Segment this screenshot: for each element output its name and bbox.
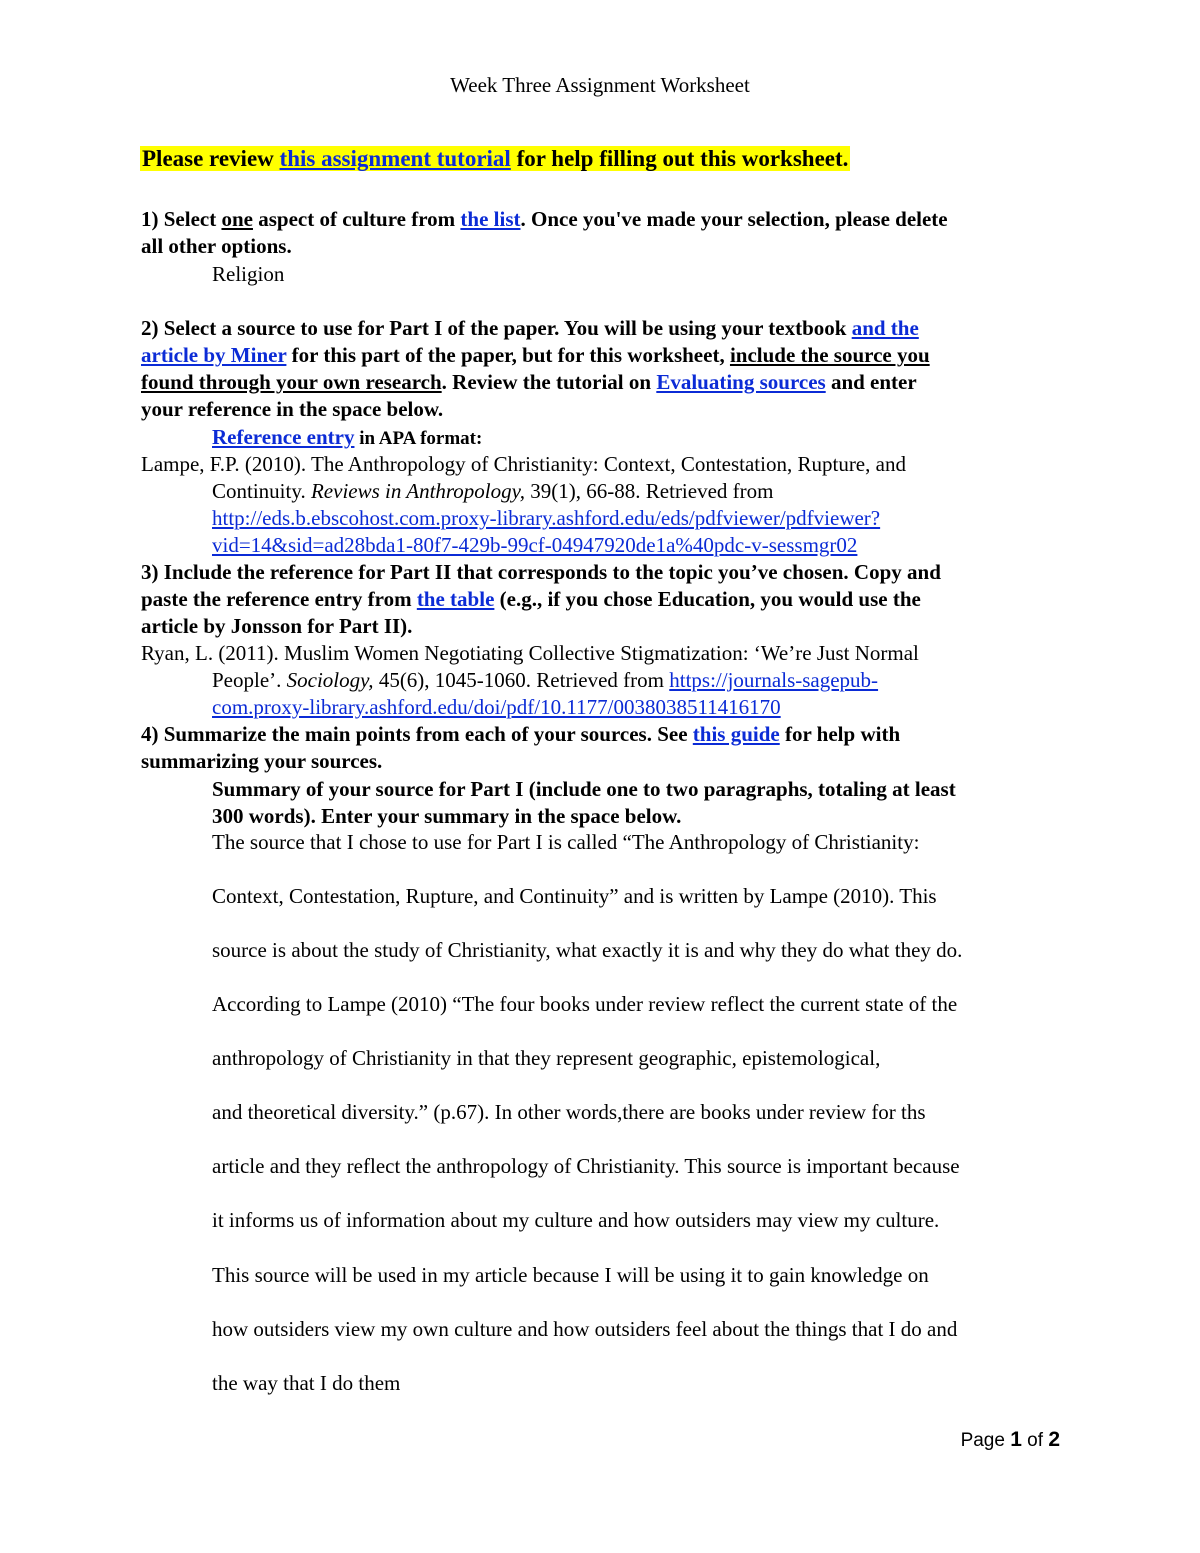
reference-table-link[interactable]: the table [416,587,495,611]
question-2-line-2 [141,342,930,369]
question-2-line-4: your reference in the space below. [141,397,444,421]
summary-line: According to Lampe (2010) “The four books under review reflect the current state of the [212,992,958,1016]
summary-guide-link[interactable]: this guide [692,722,780,746]
banner-pre: Please review [142,146,280,171]
summary-line: how outsiders view my own culture and how outsiders feel about the things that I do and [212,1317,958,1341]
miner-article-link[interactable]: and the [851,316,919,340]
evaluating-sources-link[interactable]: Evaluating sources [656,370,826,394]
part2-reference-url[interactable]: https://journals-sagepub- [669,668,879,692]
question-3-line-1: 3) Include the reference for Part II that corresponds to the topic you’ve chosen. Copy and [141,560,941,584]
of-word: of [1021,1430,1049,1451]
part2-reference-url[interactable]: com.proxy-library.ashford.edu/doi/pdf/10.1177/0038038511416170 [212,695,781,719]
q2-text: . Review the tutorial on [441,370,657,394]
q2-text: and enter [825,370,917,394]
q2-underlined: include the source you [729,343,930,367]
reference-heading-text: in APA format: [354,428,483,449]
ref-text: 39(1), 66-88. Retrieved from [525,479,774,503]
q2-text: for this part of the paper, but for this worksheet, [286,343,730,367]
part1-reference-url-1[interactable]: http://eds.b.ebscohost.com.proxy-library.ashford.edu/eds/pdfviewer/pdfviewer? [212,506,881,530]
q1-text: . Once you've made your selection, please delete [520,207,948,231]
page-word: Page [960,1430,1011,1451]
ref-text: 45(6), 1045-1060. Retrieved from [373,668,670,692]
document-title: Week Three Assignment Worksheet [450,73,750,97]
miner-article-link[interactable]: article by Miner [141,343,287,367]
question-1-line-2: all other options. [141,234,292,258]
q4-text: for help with [779,722,901,746]
summary-line: and theoretical diversity.” (p.67). In other words,there are books under review for ths [212,1100,926,1124]
summary-line: Context, Contestation, Rupture, and Continuity” and is written by Lampe (2010). This [212,884,937,908]
summary-line: The source that I chose to use for Part I is called “The Anthropology of Christianity: [212,830,920,854]
q1-text: aspect of culture from [252,207,461,231]
page-number-footer [961,1428,1060,1452]
reference-entry-link[interactable]: Reference entry [212,425,355,449]
question-2-line-1 [141,315,919,342]
summary-line: article and they reflect the anthropology of Christianity. This source is important because [212,1154,960,1178]
journal-name: Reviews in Anthropology, [310,479,526,503]
q4-text: 4) Summarize the main points from each of your sources. See [141,722,693,746]
part2-reference-line-2 [212,667,878,694]
q3-text: (e.g., if you chose Education, you would use the [494,587,921,611]
total-pages: 2 [1048,1428,1060,1451]
culture-list-link[interactable]: the list [460,207,521,231]
q1-answer: Religion [212,262,285,286]
q1-one: one [221,207,253,231]
question-3-line-3: article by Jonsson for Part II). [141,614,413,638]
part2-reference-line-1: Ryan, L. (2011). Muslim Women Negotiating Collective Stigmatization: ‘We’re Just Normal [141,641,919,665]
q2-underlined: found through your own research [141,370,442,394]
part1-reference-line-2 [212,478,773,505]
assignment-tutorial-link[interactable]: this assignment tutorial [279,146,511,171]
question-2-line-3 [141,369,917,396]
ref-text: Continuity. [212,479,311,503]
summary-line: it informs us of information about my culture and how outsiders may view my culture. [212,1208,940,1232]
summary-instructions-line-2: 300 words). Enter your summary in the space below. [212,804,682,828]
ref-text: People’. [212,668,287,692]
q2-text: 2) Select a source to use for Part I of the paper. You will be using your textbook [141,316,852,340]
question-3-line-2 [141,586,921,613]
summary-line: anthropology of Christianity in that they represent geographic, epistemological, [212,1046,881,1070]
q3-text: paste the reference entry from [141,587,417,611]
question-4-line-1 [141,721,900,748]
banner-post: for help filling out this worksheet. [510,146,849,171]
summary-instructions-line-1: Summary of your source for Part I (include one to two paragraphs, totaling at least [212,777,956,801]
summary-line: the way that I do them [212,1371,401,1395]
tutorial-banner [140,144,850,174]
part1-reference-line-1: Lampe, F.P. (2010). The Anthropology of Christianity: Context, Contestation, Rupture, and [141,452,906,476]
q1-text: 1) Select [141,207,222,231]
part1-reference-url-2[interactable]: vid=14&sid=ad28bda1-80f7-429b-99cf-04947920de1a%40pdc-v-sessmgr02 [212,533,858,557]
question-1-line-1 [141,206,948,233]
question-4-line-2: summarizing your sources. [141,749,383,773]
summary-line: This source will be used in my article because I will be using it to gain knowledge on [212,1263,929,1287]
journal-name: Sociology, [286,668,374,692]
summary-line: source is about the study of Christianity, what exactly it is and why they do what they do. [212,938,963,962]
reference-entry-heading [212,424,482,452]
current-page: 1 [1010,1428,1022,1451]
